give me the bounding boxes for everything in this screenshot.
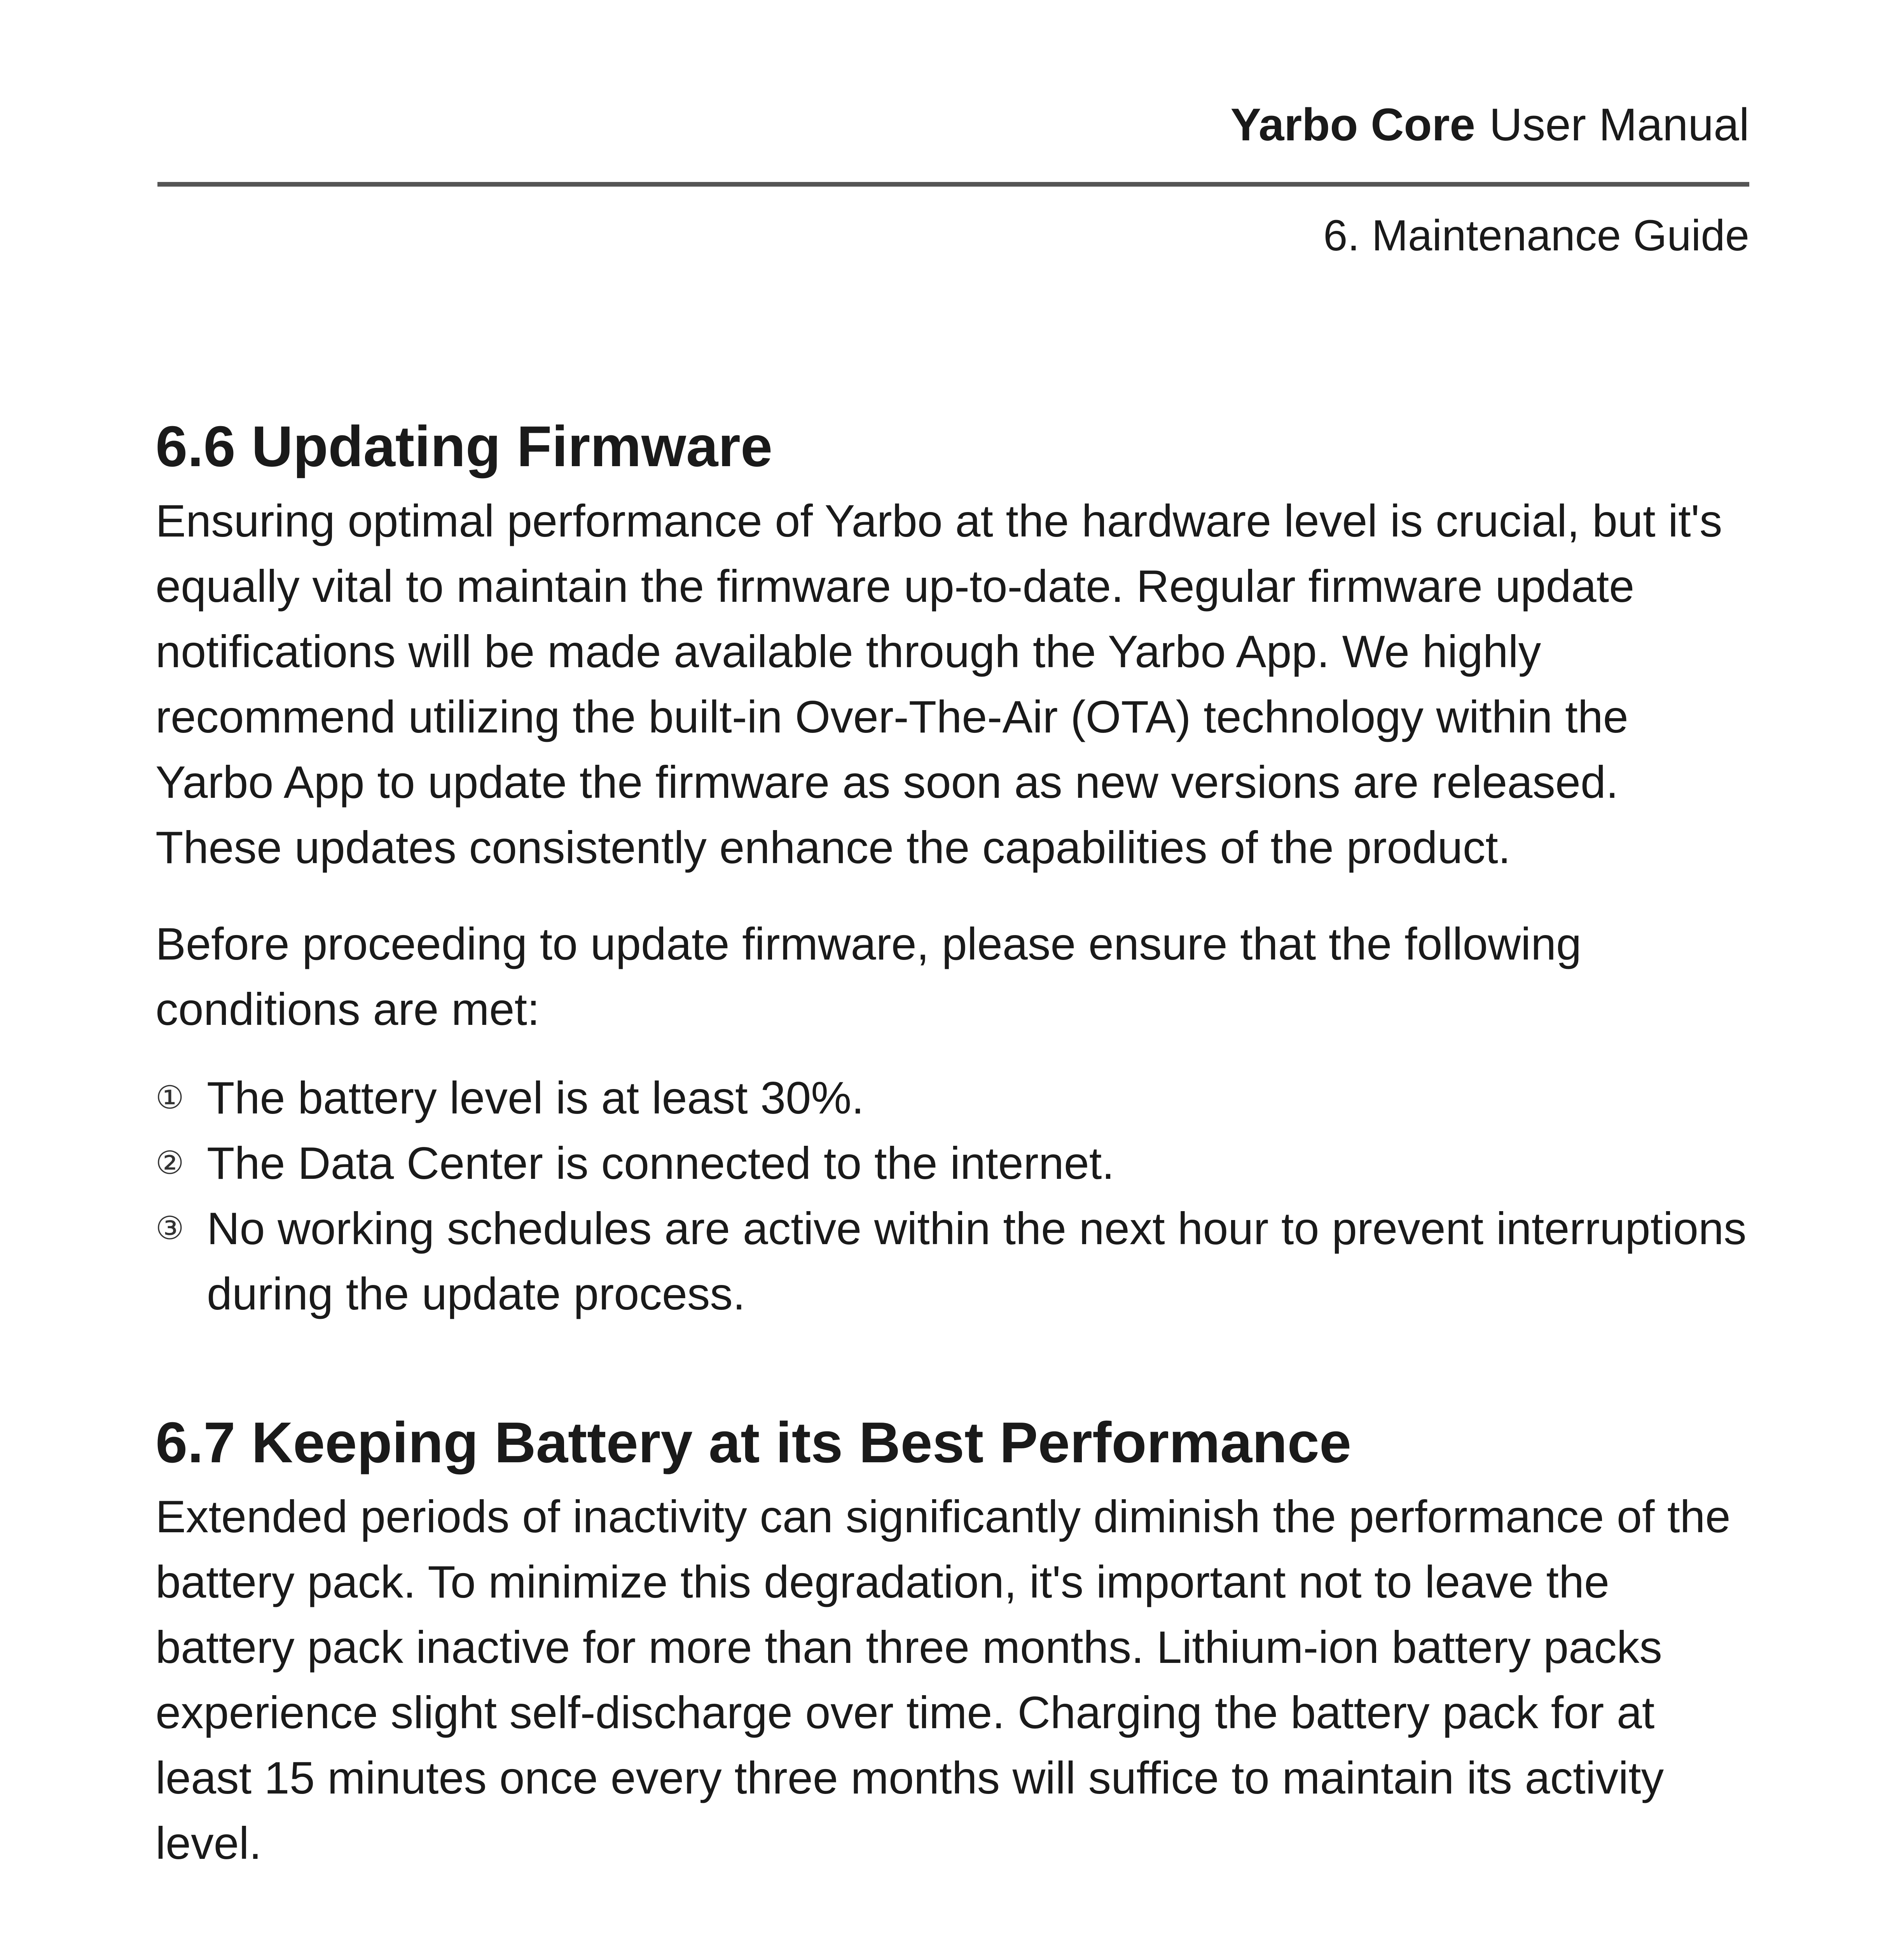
chapter-label: 6. Maintenance Guide <box>1323 211 1749 260</box>
page-content <box>155 412 1753 1876</box>
product-name: Yarbo Core <box>1230 99 1476 150</box>
conditions-lead-paragraph: Before proceeding to update firmware, please ensure that the following conditions are met: <box>155 918 1582 1035</box>
manual-label: User Manual <box>1489 99 1749 150</box>
list-item-text: The battery level is at least 30%. <box>207 1072 864 1123</box>
header-divider <box>157 182 1749 187</box>
list-item <box>155 1131 1753 1196</box>
conditions-list <box>155 1065 1753 1327</box>
section-title-updating-firmware: 6.6 Updating Firmware <box>155 414 773 479</box>
list-item <box>155 1196 1753 1327</box>
firmware-intro-paragraph: Ensuring optimal performance of Yarbo at the hardware level is crucial, but it's equally vital to maintain the firmware up-to-date. Regular firmware update notifications will be made available through the Yarbo App. We highly recommend utilizing the built-in Over-The-Air (OTA) technology within the Yarbo App to update the firmware as soon as new versions are released. These updates consistently enhance the capabilities of the product. <box>155 495 1722 873</box>
battery-paragraph: Extended periods of inactivity can significantly diminish the performance of the battery pack. To minimize this degradation, it's important not to leave the battery pack inactive for more than three months. Lithium-ion battery packs experience slight self-discharge over time. Charging the battery pack for at least 15 minutes once every three months will suffice to maintain its activity level. <box>155 1491 1731 1869</box>
section-title-battery-performance: 6.7 Keeping Battery at its Best Performance <box>155 1410 1352 1475</box>
running-header <box>1230 99 1749 150</box>
circled-number-3-icon: ③ <box>155 1210 184 1247</box>
circled-number-1-icon: ① <box>155 1079 184 1116</box>
list-item-text: No working schedules are active within the next hour to prevent interruptions during the update process. <box>207 1203 1747 1319</box>
circled-number-2-icon: ② <box>155 1144 184 1182</box>
list-item <box>155 1065 1753 1131</box>
list-item-text: The Data Center is connected to the internet. <box>207 1137 1114 1189</box>
